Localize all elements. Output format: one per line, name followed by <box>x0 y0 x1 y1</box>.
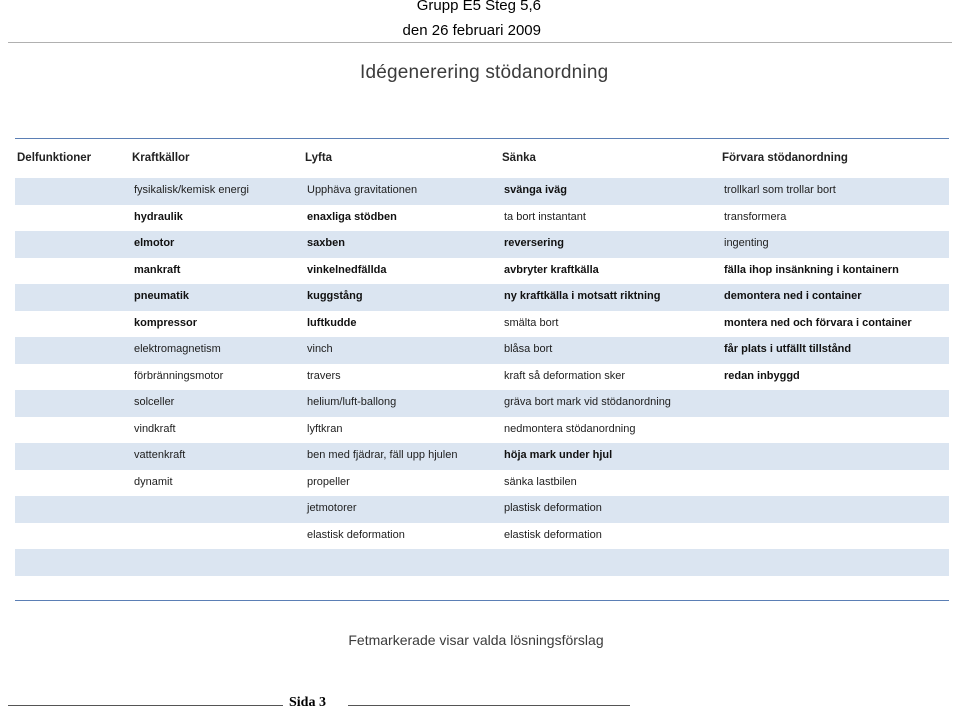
table-cell: solceller <box>134 396 175 408</box>
table-row <box>15 337 949 364</box>
table-cell: elmotor <box>134 237 175 249</box>
table-cell: luftkudde <box>307 316 357 329</box>
table-cell: fälla ihop insänkning i kontainern <box>724 263 899 276</box>
legend-note: Fetmarkerade visar valda lösningsförslag <box>348 632 604 648</box>
header-rule <box>8 42 952 43</box>
table-row <box>15 523 949 550</box>
column-header: Lyfta <box>305 152 333 164</box>
table-cell: får plats i utfällt tillstånd <box>724 343 852 355</box>
table-row <box>15 205 949 232</box>
table-cell: dynamit <box>134 475 173 488</box>
column-header: Förvara stödanordning <box>722 152 848 164</box>
table-cell: saxben <box>307 237 345 249</box>
table-cell: demontera ned i container <box>724 290 862 302</box>
table-row <box>15 231 949 258</box>
column-header: Kraftkällor <box>132 152 190 164</box>
table-cell: hydraulik <box>134 210 183 223</box>
column-header: Sänka <box>502 152 536 164</box>
table-cell: travers <box>307 369 341 382</box>
table-cell: gräva bort mark vid stödanordning <box>504 396 671 408</box>
table-cell: redan inbyggd <box>724 369 800 382</box>
column-header: Delfunktioner <box>17 152 92 164</box>
table-row <box>15 443 949 470</box>
table-cell: elastisk deformation <box>504 528 602 541</box>
table-bottom-rule <box>15 600 949 601</box>
table-cell: avbryter kraftkälla <box>504 263 599 276</box>
table-cell: lyftkran <box>307 422 343 435</box>
table-cell: svänga iväg <box>504 184 567 196</box>
table-cell: Upphäva gravitationen <box>307 184 418 196</box>
table-row <box>15 311 949 338</box>
table-body <box>15 178 949 576</box>
header-date: den 26 februari 2009 <box>402 22 541 39</box>
table-cell: jetmotorer <box>307 502 357 514</box>
table-cell: förbränningsmotor <box>134 369 224 382</box>
table-cell: reversering <box>504 237 564 249</box>
footer-rule-left <box>8 705 283 706</box>
table-row <box>15 496 949 523</box>
table-cell: montera ned och förvara i container <box>724 316 912 329</box>
table-cell: vattenkraft <box>134 449 186 461</box>
table-cell: propeller <box>307 475 350 488</box>
table-cell: enaxliga stödben <box>307 210 397 223</box>
table-cell: blåsa bort <box>504 343 553 355</box>
table-row <box>15 470 949 497</box>
table-cell: vinkelnedfällda <box>307 263 387 276</box>
table-cell: ny kraftkälla i motsatt riktning <box>504 290 661 302</box>
table-header-row <box>15 148 949 170</box>
table-cell: sänka lastbilen <box>504 475 577 488</box>
table-top-rule <box>15 138 949 139</box>
table-cell: elektromagnetism <box>134 343 221 355</box>
table-cell: nedmontera stödanordning <box>504 422 636 435</box>
table-row <box>15 178 949 205</box>
table-cell: plastisk deformation <box>504 502 602 514</box>
table-row <box>15 284 949 311</box>
table-row <box>15 258 949 285</box>
table-cell: kompressor <box>134 316 197 329</box>
table-cell: smälta bort <box>504 316 559 329</box>
table-cell: höja mark under hjul <box>504 449 613 461</box>
table-cell: transformera <box>724 210 787 223</box>
table-cell: vindkraft <box>134 422 176 435</box>
table-cell: pneumatik <box>134 290 190 302</box>
table-cell: ben med fjädrar, fäll upp hjulen <box>307 449 458 461</box>
footer-rule-right <box>348 705 630 706</box>
table-cell: fysikalisk/kemisk energi <box>134 184 249 196</box>
table-cell: helium/luft-ballong <box>307 396 397 408</box>
page-number: Sida 3 <box>289 695 326 710</box>
page-title: Idégenerering stödanordning <box>360 62 609 83</box>
table-row <box>15 549 949 576</box>
table-cell: ta bort instantant <box>504 210 586 223</box>
table-cell: trollkarl som trollar bort <box>724 184 836 196</box>
table-cell: ingenting <box>724 237 769 249</box>
table-row <box>15 390 949 417</box>
table-cell: mankraft <box>134 263 181 276</box>
table-cell: kraft så deformation sker <box>504 369 626 382</box>
table-row <box>15 417 949 444</box>
table-cell: vinch <box>307 343 333 355</box>
table-cell: elastisk deformation <box>307 528 405 541</box>
header-group: Grupp E5 Steg 5,6 <box>416 0 541 14</box>
table-row <box>15 364 949 391</box>
table-cell: kuggstång <box>307 290 363 302</box>
